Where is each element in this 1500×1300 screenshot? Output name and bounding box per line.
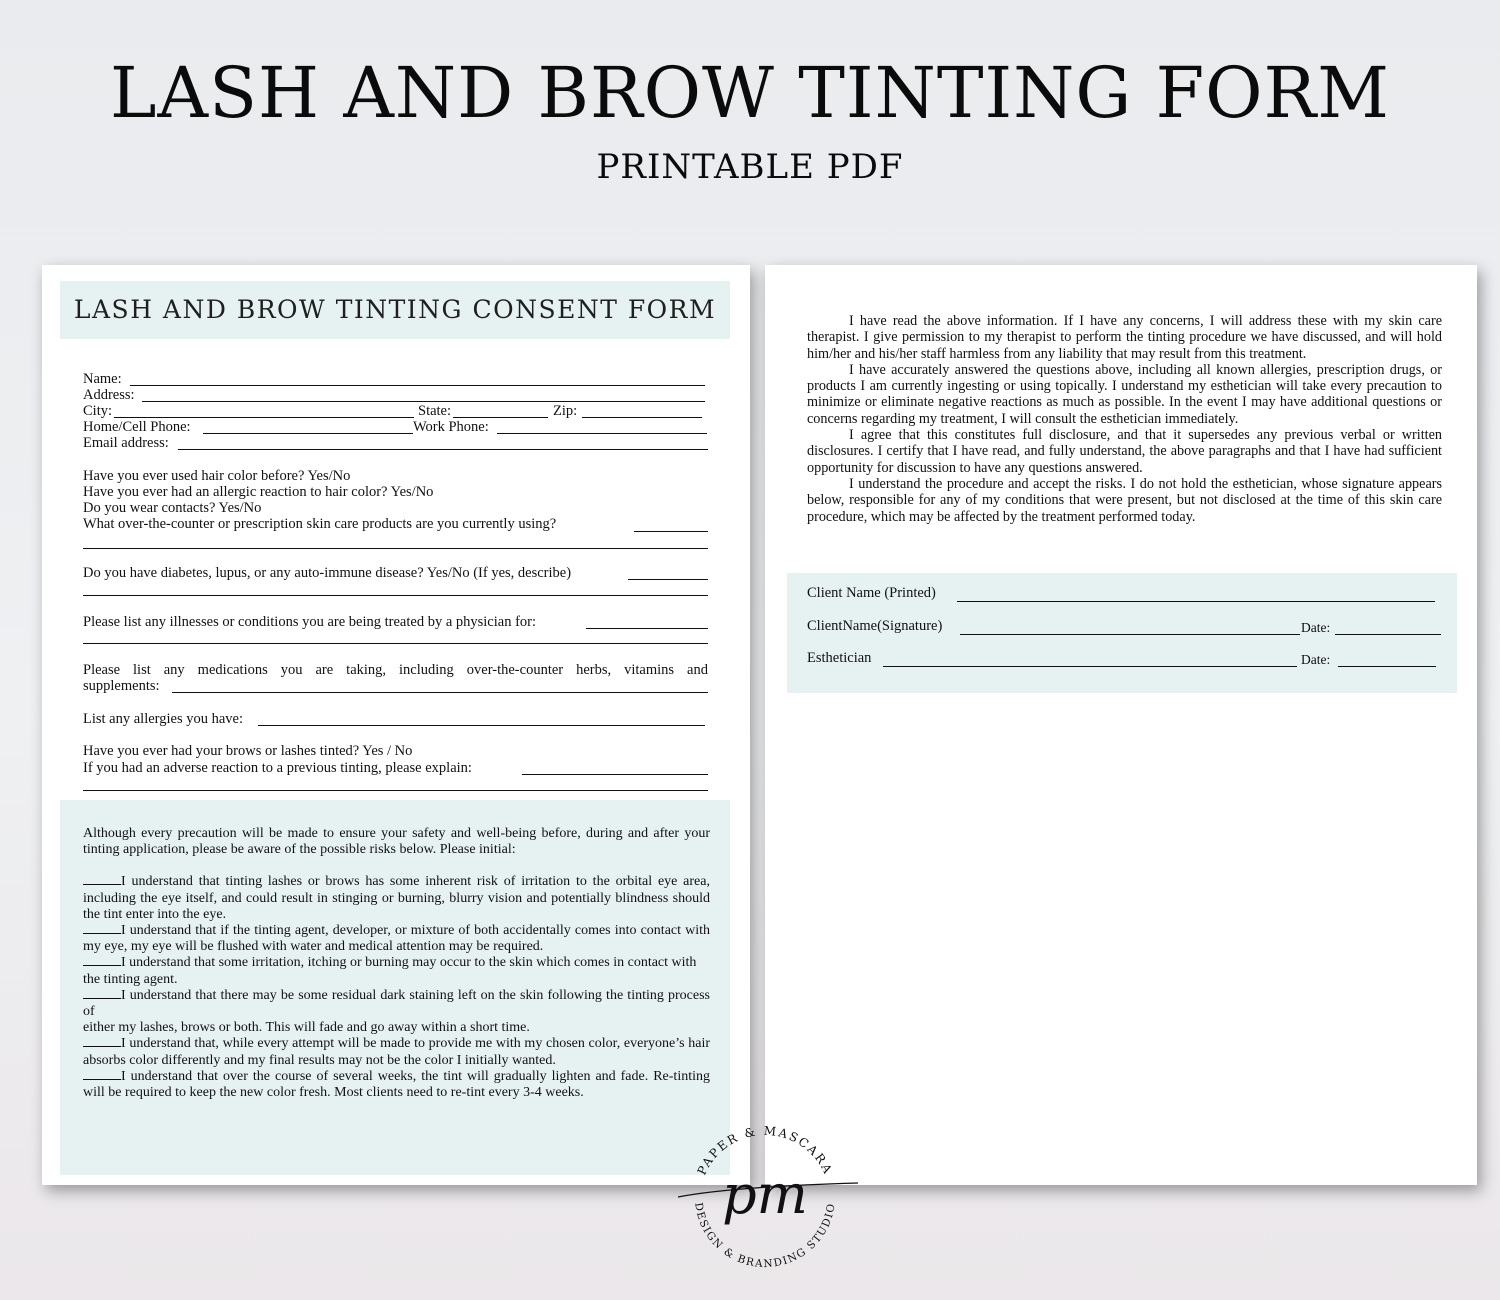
esthetician-date-label: Date: [1301,652,1331,667]
work-phone-label: Work Phone: [413,419,489,435]
question-allergies: List any allergies you have: [83,711,243,727]
hero-title: LASH AND BROW TINTING FORM [110,52,1390,134]
esthetician-field[interactable] [883,666,1297,667]
address-field[interactable] [142,401,705,402]
city-field[interactable] [114,417,414,418]
question-skin-products: What over-the-counter or prescription skin care products are you currently using? [83,516,557,532]
question-tinted-before: Have you ever had your brows or lashes tinted? Yes / No [83,743,413,759]
risk-item: I understand that there may be some residual dark staining left on the skin following the tinting process of [83,987,710,1020]
logo-top-text: PAPER & MASCARA [694,1123,836,1178]
risk-item-cont: the tinting agent. [83,971,178,987]
client-printed-label: Client Name (Printed) [807,585,936,601]
client-signature-field[interactable] [960,634,1300,635]
logo-bottom-text: DESIGN & BRANDING STUDIO [692,1201,838,1271]
question-hair-color: Have you ever used hair color before? Yes/No [83,468,351,484]
consent-paragraph: I have read the above information. If I have any concerns, I will address these with my skin care therapist. I give permission to my therapist to perform the tinting procedure we have discussed, and will hold him/her and his/her staff harmless from any liability that may result from this treatment. [807,313,1442,362]
risk-item: I understand that tinting lashes or brows has some inherent risk of irritation to the orbital eye area, including the eye itself, and could result in stinging or burning, blurry vision and potentially blindness should the tint enter into the eye. [83,874,710,922]
home-cell-label: Home/Cell Phone: [83,419,191,435]
risk-intro: Although every precaution will be made to ensure your safety and well-being before, during and after your tinting application, please be aware of the possible risks below. Please initial: [83,826,710,858]
address-label: Address: [83,387,135,403]
question-diabetes: Do you have diabetes, lupus, or any auto-immune disease? Yes/No (If yes, describe) [83,565,572,581]
illnesses-field[interactable] [586,628,708,629]
risk-acknowledgement-box [60,800,730,1175]
consent-paragraph: I have accurately answered the questions above, including all known allergies, prescription drugs, or products I am currently ingesting or using topically. I understand my esthetician will take every precaution to minimize or eliminate negative reactions as much as possible. In the event I may have additional questions or concerns regarding my treatment, I will consult the esthetician immediately. [807,361,1442,427]
diabetes-field[interactable] [628,579,708,580]
client-printed-field[interactable] [957,601,1435,602]
question-contacts: Do you wear contacts? Yes/No [83,500,262,516]
illnesses-field-2[interactable] [83,643,708,644]
name-label: Name: [83,371,122,387]
form-title: LASH AND BROW TINTING CONSENT FORM [73,295,717,324]
esthetician-date-field[interactable] [1338,666,1436,667]
medications-field[interactable] [172,692,708,693]
consent-paragraph: I understand the procedure and accept the risks. I do not hold the esthetician, whose signature appears below, responsible for any of my conditions that were present, but not disclosed at the time of this skin care procedure, which may be affected by the treatment performed today. [807,475,1442,525]
diabetes-field-2[interactable] [83,595,708,596]
client-signature-label: ClientName(Signature) [807,618,943,634]
allergies-field[interactable] [258,725,705,726]
state-field[interactable] [453,417,548,418]
consent-paragraph: I agree that this constitutes full disclosure, and that it supersedes any previous verbal or written disclosures. I certify that I have read, and fully understand, the above paragraphs and that I have had sufficient opportunity for discussion to have any questions answered. [807,427,1442,476]
question-adverse-reaction: If you had an adverse reaction to a previous tinting, please explain: [83,760,472,776]
initial-blank[interactable] [83,989,121,999]
question-medications-cont: supplements: [83,678,160,694]
city-label: City: [83,403,113,419]
risk-item: I understand that over the course of several weeks, the tint will gradually lighten and fade. Re-tinting will be required to keep the new color fresh. Most clients need to re-tint every 3-4 weeks. [83,1068,710,1101]
question-illnesses: Please list any illnesses or conditions you are being treated by a physician for: [83,614,537,630]
initial-blank[interactable] [83,1037,121,1047]
esthetician-label: Esthetician [807,650,872,666]
risk-text [83,826,710,1101]
hero-subtitle: PRINTABLE PDF [596,147,904,187]
initial-blank[interactable] [83,1070,121,1080]
initial-blank[interactable] [83,924,121,934]
zip-label: Zip: [553,403,578,419]
risk-item: I understand that, while every attempt will be made to provide me with my chosen color, everyone’s hair absorbs color differently and my final results may not be the color I initially wanted. [83,1036,710,1068]
state-label: State: [418,403,452,419]
skin-products-field[interactable] [634,531,708,532]
form-title-band [60,281,730,339]
name-field[interactable] [130,385,705,386]
form-page-2 [765,265,1477,1185]
adverse-reaction-field-2[interactable] [83,790,708,791]
zip-field[interactable] [582,417,702,418]
form-page-1 [42,265,750,1185]
risk-item: I understand that if the tinting agent, developer, or mixture of both accidentally comes into contact with my eye, my eye will be flushed with water and medical attention may be required. [83,923,710,955]
home-cell-field[interactable] [203,433,413,434]
question-medications: Please list any medications you are taking, including over-the-counter herbs, vitamins and [83,662,708,678]
paper-mascara-logo [670,1105,860,1295]
email-field[interactable] [178,449,708,450]
question-allergic-reaction: Have you ever had an allergic reaction to hair color? Yes/No [83,484,434,500]
client-date-label: Date: [1301,620,1331,635]
skin-products-field-2[interactable] [83,548,708,549]
adverse-reaction-field[interactable] [522,774,708,775]
initial-blank[interactable] [83,875,121,885]
initial-blank[interactable] [83,956,121,966]
consent-text [807,313,1442,525]
email-label: Email address: [83,435,169,451]
logo-monogram: pm [722,1163,808,1226]
client-date-field[interactable] [1335,634,1441,635]
work-phone-field[interactable] [497,433,707,434]
risk-item: I understand that some irritation, itching or burning may occur to the skin which comes in contact with [83,955,710,971]
risk-item-cont: either my lashes, brows or both. This will fade and go away within a short time. [83,1020,530,1036]
signature-box [787,573,1457,693]
